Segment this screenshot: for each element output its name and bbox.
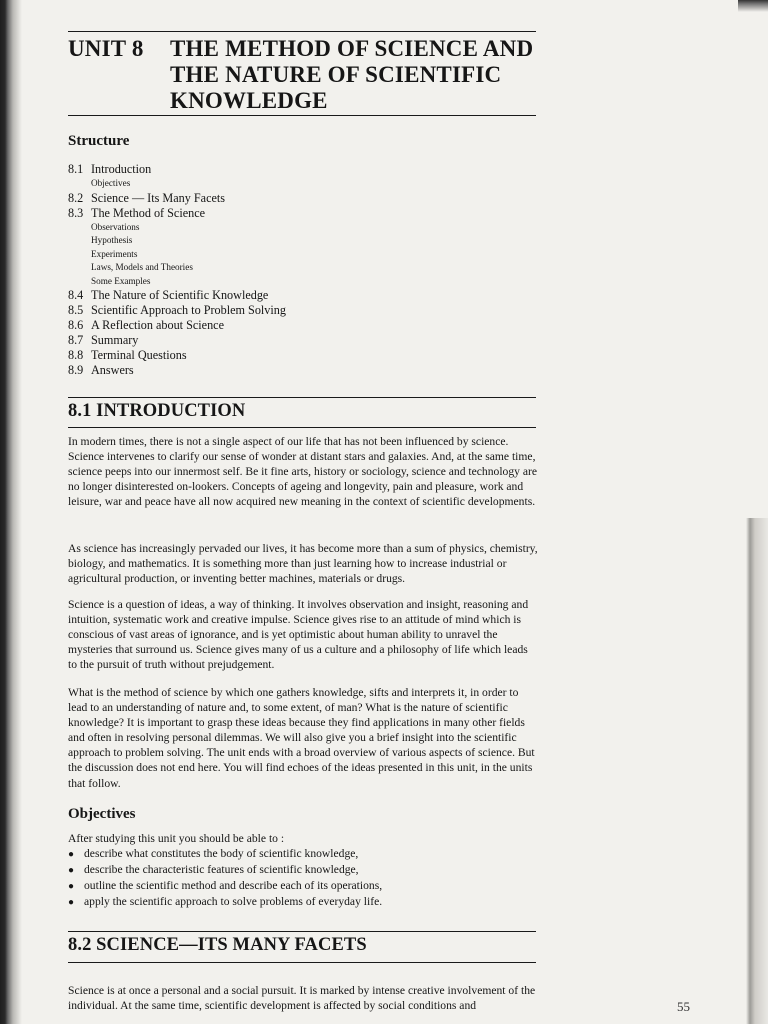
bullet-icon: ● (68, 881, 75, 892)
section-1-underline (68, 427, 536, 428)
list-item: ● outline the scientific method and describe each of its operations, (68, 879, 383, 892)
section-1-rule (68, 397, 536, 398)
bullet-icon: ● (68, 865, 75, 876)
list-item: ● describe the characteristic features of scientific knowledge, (68, 863, 359, 876)
section-2-paragraph: Science is at once a personal and a social pursuit. It is marked by intense creative involvement of the individual. At the same time, scientific development is affected by social conditions and (68, 984, 536, 1013)
unit-title-line-2: THE NATURE OF SCIENTIFIC (170, 62, 502, 87)
structure-item: 8.4 The Nature of Scientific Knowledge (68, 288, 269, 302)
structure-item: 8.2 Science — Its Many Facets (68, 190, 226, 205)
structure-subitem: Some Examples (91, 275, 151, 286)
structure-item: 8.9 Answers (68, 363, 134, 377)
intro-paragraph-1: In modern times, there is not a single aspect of our life that has not been influenced by science. Science intervenes to clarify our sense of wonder at distant stars and galaxies. And, at the same time, science peeps into our innermost self. Be it fine arts, history or sociology, science and technology are no longer disinterested on-lookers. Concepts of ageing and longevity, pain and pleasure, work and leisure, war and peace have all now acquired new meaning in the context of scientific developments. (68, 435, 537, 509)
structure-item: 8.8 Terminal Questions (68, 348, 187, 362)
intro-paragraph-2: As science has increasingly pervaded our lives, it has become more than a sum of physics, chemistry, biology, and mathematics. It is something more than just learning how to increase industrial or agricultural production, or inventing better machines, materials or drugs. (68, 542, 538, 586)
bullet-icon: ● (68, 897, 75, 908)
structure-item: 8.3 The Method of Science (68, 205, 206, 220)
structure-list (68, 162, 488, 378)
section-2-rule (68, 931, 536, 932)
structure-subitem: Experiments (91, 248, 138, 259)
section-1-heading: 8.1 INTRODUCTION (68, 401, 246, 421)
page-number: 55 (677, 999, 690, 1014)
objectives-intro: After studying this unit you should be able to : (68, 832, 285, 845)
bullet-icon: ● (68, 849, 75, 860)
objectives-list (68, 831, 538, 910)
list-item: ● apply the scientific approach to solve problems of everyday life. (68, 895, 383, 908)
section-2-underline (68, 962, 536, 963)
structure-item: 8.5 Scientific Approach to Problem Solving (68, 303, 286, 317)
structure-subitem: Laws, Models and Theories (91, 262, 193, 272)
structure-item: 8.1 Introduction (68, 162, 152, 176)
section-2-heading: 8.2 SCIENCE—ITS MANY FACETS (68, 935, 367, 955)
unit-title-line-3: KNOWLEDGE (170, 88, 328, 113)
structure-heading: Structure (68, 133, 130, 149)
structure-subitem: Observations (91, 221, 140, 232)
structure-item: 8.7 Summary (68, 333, 139, 347)
unit-title-line-1: THE METHOD OF SCIENCE AND (170, 36, 534, 61)
structure-subitem: Objectives (91, 178, 131, 188)
title-bottom-rule (68, 115, 536, 116)
objectives-heading: Objectives (68, 806, 136, 822)
structure-subitem: Hypothesis (91, 235, 133, 245)
structure-item: 8.6 A Reflection about Science (68, 318, 225, 332)
unit-number: UNIT 8 (68, 36, 144, 61)
intro-paragraph-4: What is the method of science by which one gathers knowledge, sifts and interprets it, in order to lead to an understanding of nature and, to some extent, of man? What is the nature of scientific knowledge? It is important to grasp these ideas because they find applications in many other fields and often in resolving personal dilemmas. We will also give you a brief insight into the scientific approach to problem solving. The unit ends with a broad overview of various aspects of science. But the discussion does not end here. You will find echoes of the ideas presented in this unit, in the units that follow. (68, 686, 535, 790)
intro-paragraph-3: Science is a question of ideas, a way of thinking. It involves observation and insight, reasoning and intuition, systematic work and creative impulse. Science gives rise to an attitude of mind which is conscious of vast areas of ignorance, and is yet optimistic about human ability to unravel the mysteries that surround us. Science gives many of us a culture and a philosophy of life which leads to the pursuit of truth without prejudgement. (68, 598, 529, 672)
list-item: ● describe what constitutes the body of scientific knowledge, (68, 847, 359, 860)
title-top-rule (68, 31, 536, 32)
